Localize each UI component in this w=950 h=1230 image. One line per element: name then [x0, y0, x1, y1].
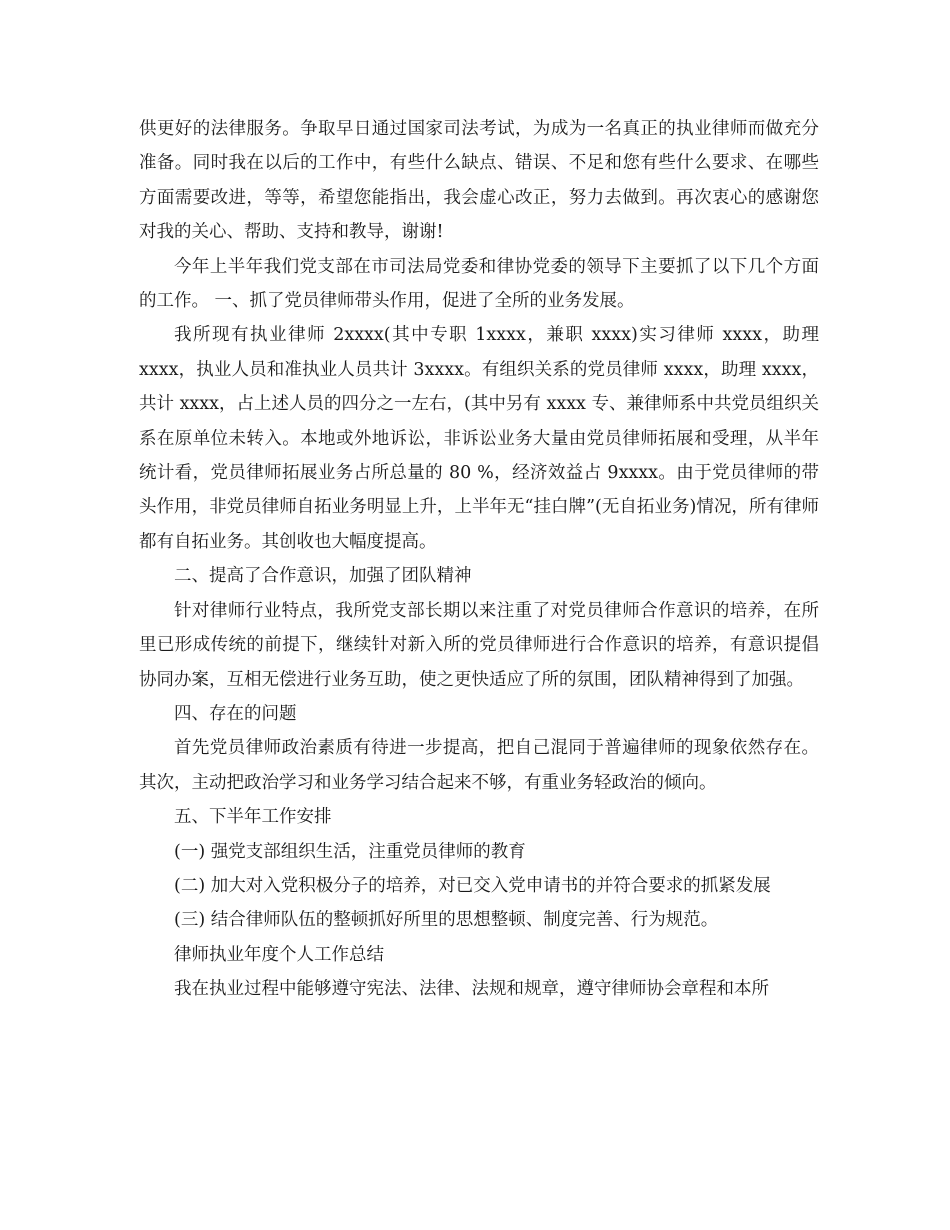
section-heading-plan: 五、下半年工作安排	[174, 807, 332, 828]
section-title-annual-summary: 律师执业年度个人工作总结	[174, 944, 384, 965]
paragraph-first-half-summary: 今年上半年我们党支部在市司法局党委和律协党委的领导下主要抓了以下几个方面的工作。 一、抓了党员律师带头作用，促进了全所的业务发展。	[139, 256, 819, 312]
plan-item-1: (一) 强党支部组织生活，注重党员律师的教育	[174, 841, 526, 862]
section-heading-cooperation: 二、提高了合作意识，加强了团队精神	[174, 566, 472, 587]
paragraph-staff-statistics: 我所现有执业律师 2xxxx(其中专职 1xxxx，兼职 xxxx)实习律师 xxxx，助理 xxxx，执业人员和准执业人员共计 3xxxx。有组织关系的党员律师 xxxx，助理 xxxx，共计 xxxx，占上述人员的四分之一左右，(其中另有 xxxx 专、兼律师系中共党员组织关系在原单位未转入。本地或外地诉讼，非诉讼业务大量由党员律师拓展和受理，从半年统计看，党员律师拓展业务占所总量的 80 %，经济效益占 9xxxx。由于党员律师的带头作用，非党员律师自拓业务明显上升，上半年无“挂白牌”(无自拓业务)情况，所有律师都有自拓业务。其创收也大幅度提高。	[139, 325, 819, 552]
plan-item-2: (二) 加大对入党积极分子的培养，对已交入党申请书的并符合要求的抓紧发展	[174, 875, 771, 896]
section-heading-problems: 四、存在的问题	[174, 703, 297, 724]
paragraph-cooperation: 针对律师行业特点，我所党支部长期以来注重了对党员律师合作意识的培养，在所里已形成传统的前提下，继续针对新入所的党员律师进行合作意识的培养，有意识提倡协同办案，互相无偿进行业务互助，使之更快适应了所的氛围，团队精神得到了加强。	[139, 600, 819, 690]
document-page	[139, 112, 819, 1007]
paragraph-annual-summary-start: 我在执业过程中能够遵守宪法、法律、法规和规章，遵守律师协会章程和本所	[174, 979, 769, 1000]
plan-item-3: (三) 结合律师队伍的整顿抓好所里的思想整顿、制度完善、行为规范。	[174, 910, 719, 931]
paragraph-problems: 首先党员律师政治素质有待进一步提高，把自己混同于普遍律师的现象依然存在。其次，主动把政治学习和业务学习结合起来不够，有重业务轻政治的倾向。	[139, 738, 819, 793]
paragraph-continuation: 供更好的法律服务。争取早日通过国家司法考试，为成为一名真正的执业律师而做充分准备。同时我在以后的工作中，有些什么缺点、错误、不足和您有些什么要求、在哪些方面需要改进，等等，希望您能指出，我会虚心改正，努力去做到。再次衷心的感谢您对我的关心、帮助、支持和教导，谢谢!	[139, 119, 819, 243]
